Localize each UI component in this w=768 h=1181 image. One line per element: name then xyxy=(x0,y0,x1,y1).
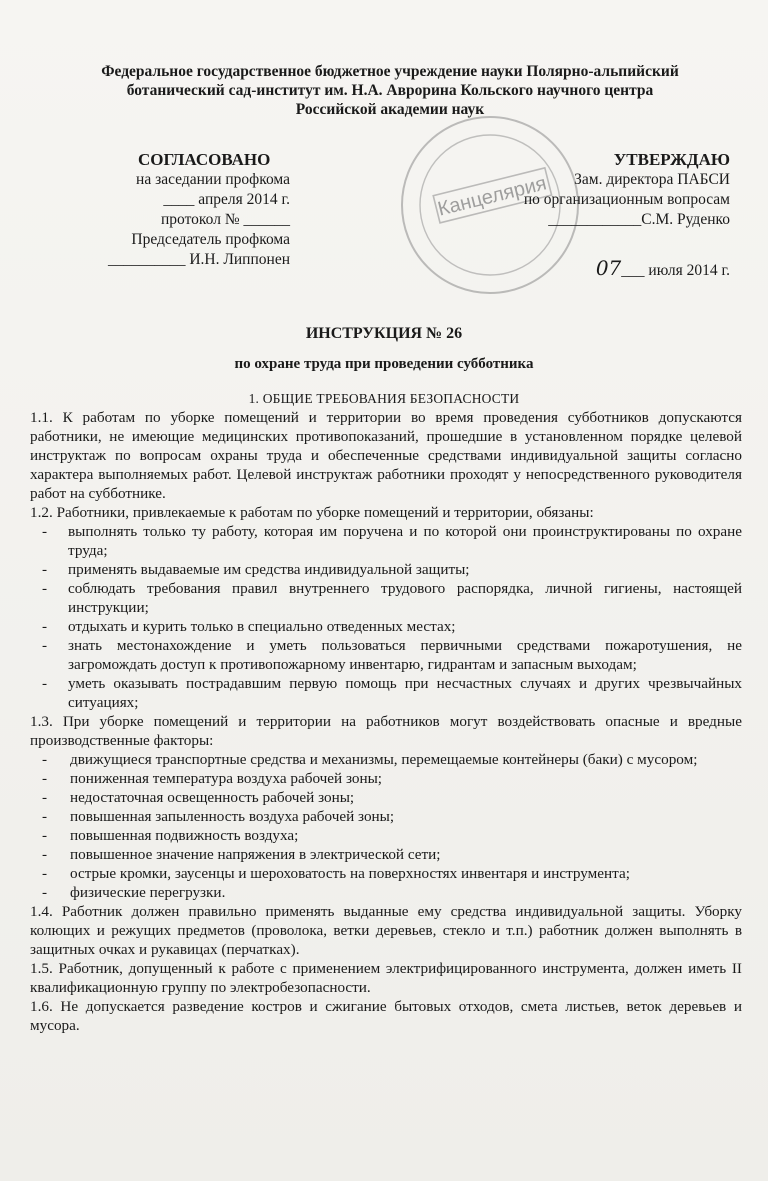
list-item: - повышенная запыленность воздуха рабочей зоны; xyxy=(42,808,395,825)
document-body xyxy=(30,408,742,1035)
list-item: - выполнять только ту работу, которая им поручена и по которой они проинструктированы по охране труда; xyxy=(42,523,742,559)
paragraph-1-1: 1.1. К работам по уборке помещений и территории во время проведения субботников допускаются работники, не имеющие медицинских противопоказаний, прошедшие в установленном порядке целевой инструктаж по вопросам охраны труда и обеспеченные средствами индивидуальной защиты согласно характера выполняемых работ. Целевой инструктаж работники проходят у непосредственного руководителя работ на субботнике. xyxy=(30,409,742,502)
agreed-heading: СОГЛАСОВАНО xyxy=(138,150,271,169)
org-line-3: Российской академии наук xyxy=(295,101,485,118)
list-item: - недостаточная освещенность рабочей зоны; xyxy=(42,789,355,806)
document-title: ИНСТРУКЦИЯ № 26 xyxy=(305,325,463,342)
document-subtitle: по охране труда при проведении субботника xyxy=(234,356,534,372)
agreed-block xyxy=(90,150,290,270)
paragraph-1-5: 1.5. Работник, допущенный к работе с применением электрифицированного инструмента, должен иметь II квалификационную группу по электробезопасности. xyxy=(30,960,742,996)
org-line-2: ботанический сад-институт им. Н.А. Аврорина Кольского научного центра xyxy=(126,82,654,99)
approved-heading: УТВЕРЖДАЮ xyxy=(613,150,730,169)
list-item: - повышенная подвижность воздуха; xyxy=(42,827,299,844)
paragraph-1-6: 1.6. Не допускается разведение костров и сжигание бытовых отходов, смета листьев, веток деревьев и мусора. xyxy=(30,998,742,1034)
list-item: - знать местонахождение и уметь пользоваться первичными средствами пожаротушения, не загромождать доступ к противопожарному инвентарю, гидрантам и запасным выходам; xyxy=(42,637,742,673)
list-item: - соблюдать требования правил внутреннего трудового распорядка, личной гигиены, настоящей инструкции; xyxy=(42,580,742,616)
approved-date xyxy=(480,258,730,281)
approved-date-handwritten: 07 xyxy=(595,256,622,280)
approved-line-1: Зам. директора ПАБСИ xyxy=(574,171,730,188)
organization-header xyxy=(40,62,740,119)
agreed-line-2: ____ апреля 2014 г. xyxy=(163,191,290,208)
list-item: - применять выдаваемые им средства индивидуальной защиты; xyxy=(42,561,470,578)
stamp-center-text: Канцелярия xyxy=(435,172,549,221)
list-item: - уметь оказывать пострадавшим первую помощь при несчастных случаях и других чрезвычайных ситуациях; xyxy=(42,675,742,711)
list-item: - физические перегрузки. xyxy=(42,884,226,901)
list-item: - острые кромки, заусенцы и шероховатость на поверхностях инвентаря и инструмента; xyxy=(42,865,630,882)
paragraph-1-3: 1.3. При уборке помещений и территории на работников могут воздействовать опасные и вредные производственные факторы: xyxy=(30,713,742,749)
org-line-1: Федеральное государственное бюджетное учреждение науки Полярно-альпийский xyxy=(101,63,679,80)
factors-list xyxy=(30,750,742,902)
approved-date-rest: ___ июля 2014 г. xyxy=(621,262,730,279)
list-item: - отдыхать и курить только в специально отведенных местах; xyxy=(42,618,456,635)
list-item: - повышенное значение напряжения в электрической сети; xyxy=(42,846,441,863)
approved-block xyxy=(480,150,730,281)
approved-line-2: по организационным вопросам xyxy=(523,191,730,208)
approved-line-3: ____________С.М. Руденко xyxy=(548,211,730,228)
list-item: - пониженная температура воздуха рабочей зоны; xyxy=(42,770,383,787)
duties-list xyxy=(30,522,742,712)
agreed-line-1: на заседании профкома xyxy=(136,171,290,188)
list-item: - движущиеся транспортные средства и механизмы, перемещаемые контейнеры (баки) с мусором; xyxy=(42,751,698,768)
section-heading: 1. ОБЩИЕ ТРЕБОВАНИЯ БЕЗОПАСНОСТИ xyxy=(248,391,520,406)
agreed-line-3: протокол № ______ xyxy=(161,211,290,228)
paragraph-1-2: 1.2. Работники, привлекаемые к работам по уборке помещений и территории, обязаны: xyxy=(30,504,594,521)
agreed-line-5: __________ И.Н. Липпонен xyxy=(107,251,290,268)
agreed-line-4: Председатель профкома xyxy=(131,231,290,248)
paragraph-1-4: 1.4. Работник должен правильно применять выданные ему средства индивидуальной защиты. Уборку колющих и режущих предметов (проволока, ветки деревьев, стекло и т.п.) работник должен выполнять в защитных очках и рукавицах (перчатках). xyxy=(30,903,742,958)
